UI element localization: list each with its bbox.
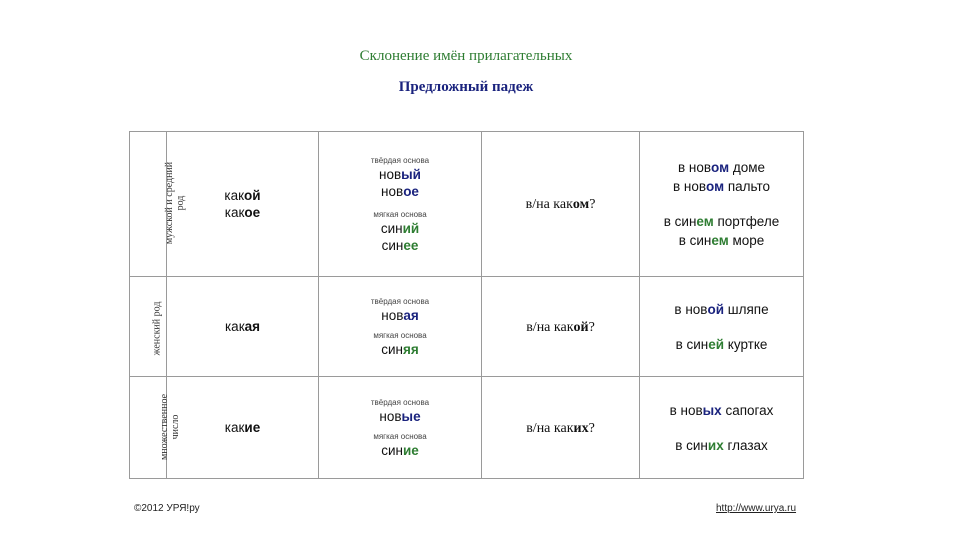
case-question: в/на каких? bbox=[526, 420, 595, 436]
question-word-cell bbox=[167, 377, 319, 479]
adjective-word: новый bbox=[379, 166, 421, 182]
example-phrase: в синих глазах bbox=[675, 437, 768, 453]
adjective-forms-cell bbox=[319, 132, 482, 277]
question-word: какие bbox=[224, 420, 261, 435]
table-row bbox=[130, 377, 804, 479]
adjective-forms-cell bbox=[319, 377, 482, 479]
adjective-word: синие bbox=[381, 442, 419, 458]
gender-cell bbox=[130, 377, 181, 479]
gender-cell bbox=[130, 277, 167, 377]
site-link[interactable]: http://www.urya.ru bbox=[716, 503, 797, 514]
adjective-forms-cell bbox=[319, 277, 482, 377]
soft-stem-label: мягкая основа bbox=[373, 431, 427, 441]
table-row bbox=[130, 277, 804, 377]
examples-cell bbox=[640, 277, 804, 377]
adjective-word: синее bbox=[381, 237, 419, 253]
adjective-word: синяя bbox=[381, 341, 419, 357]
adjective-word: новые bbox=[379, 408, 421, 424]
gender-label: женский род bbox=[151, 301, 163, 355]
examples-cell bbox=[640, 132, 804, 277]
case-question-cell bbox=[482, 377, 640, 479]
soft-stem-label: мягкая основа bbox=[373, 209, 427, 219]
adjective-word: синий bbox=[380, 220, 420, 236]
adjective-word: новая bbox=[381, 307, 419, 323]
case-question-cell bbox=[482, 132, 640, 277]
question-word: какая bbox=[224, 319, 260, 334]
copyright-text: ©2012 УРЯ!ру bbox=[134, 503, 200, 514]
question-word: какой bbox=[224, 188, 261, 203]
question-word: какое bbox=[224, 205, 261, 220]
hard-stem-label: твёрдая основа bbox=[370, 155, 430, 165]
table-row bbox=[130, 132, 804, 277]
declension-table bbox=[129, 131, 804, 479]
page-subtitle: Предложный падеж bbox=[398, 79, 534, 95]
gender-label: множественное число bbox=[159, 393, 181, 460]
case-question: в/на какой? bbox=[526, 319, 595, 335]
hard-stem-label: твёрдая основа bbox=[370, 296, 430, 306]
page-title: Склонение имён прилагательных bbox=[359, 48, 573, 64]
example-phrase: в новых сапогах bbox=[669, 402, 774, 418]
example-phrase: в новой шляпе bbox=[674, 301, 769, 317]
case-question: в/на каком? bbox=[525, 197, 596, 212]
gender-label: мужской и средний род bbox=[164, 161, 186, 245]
gender-cell bbox=[130, 132, 186, 277]
example-phrase: в новом пальто bbox=[672, 179, 771, 194]
example-phrase: в новом доме bbox=[677, 160, 766, 175]
example-phrase: в синем море bbox=[678, 233, 765, 248]
case-question-cell bbox=[482, 277, 640, 377]
question-word-cell bbox=[167, 277, 319, 377]
example-phrase: в синей куртке bbox=[675, 336, 768, 352]
examples-cell bbox=[640, 377, 804, 479]
question-word-cell bbox=[167, 132, 319, 277]
soft-stem-label: мягкая основа bbox=[373, 330, 427, 340]
hard-stem-label: твёрдая основа bbox=[370, 397, 430, 407]
adjective-word: новое bbox=[381, 183, 419, 199]
example-phrase: в синем портфеле bbox=[663, 214, 780, 229]
